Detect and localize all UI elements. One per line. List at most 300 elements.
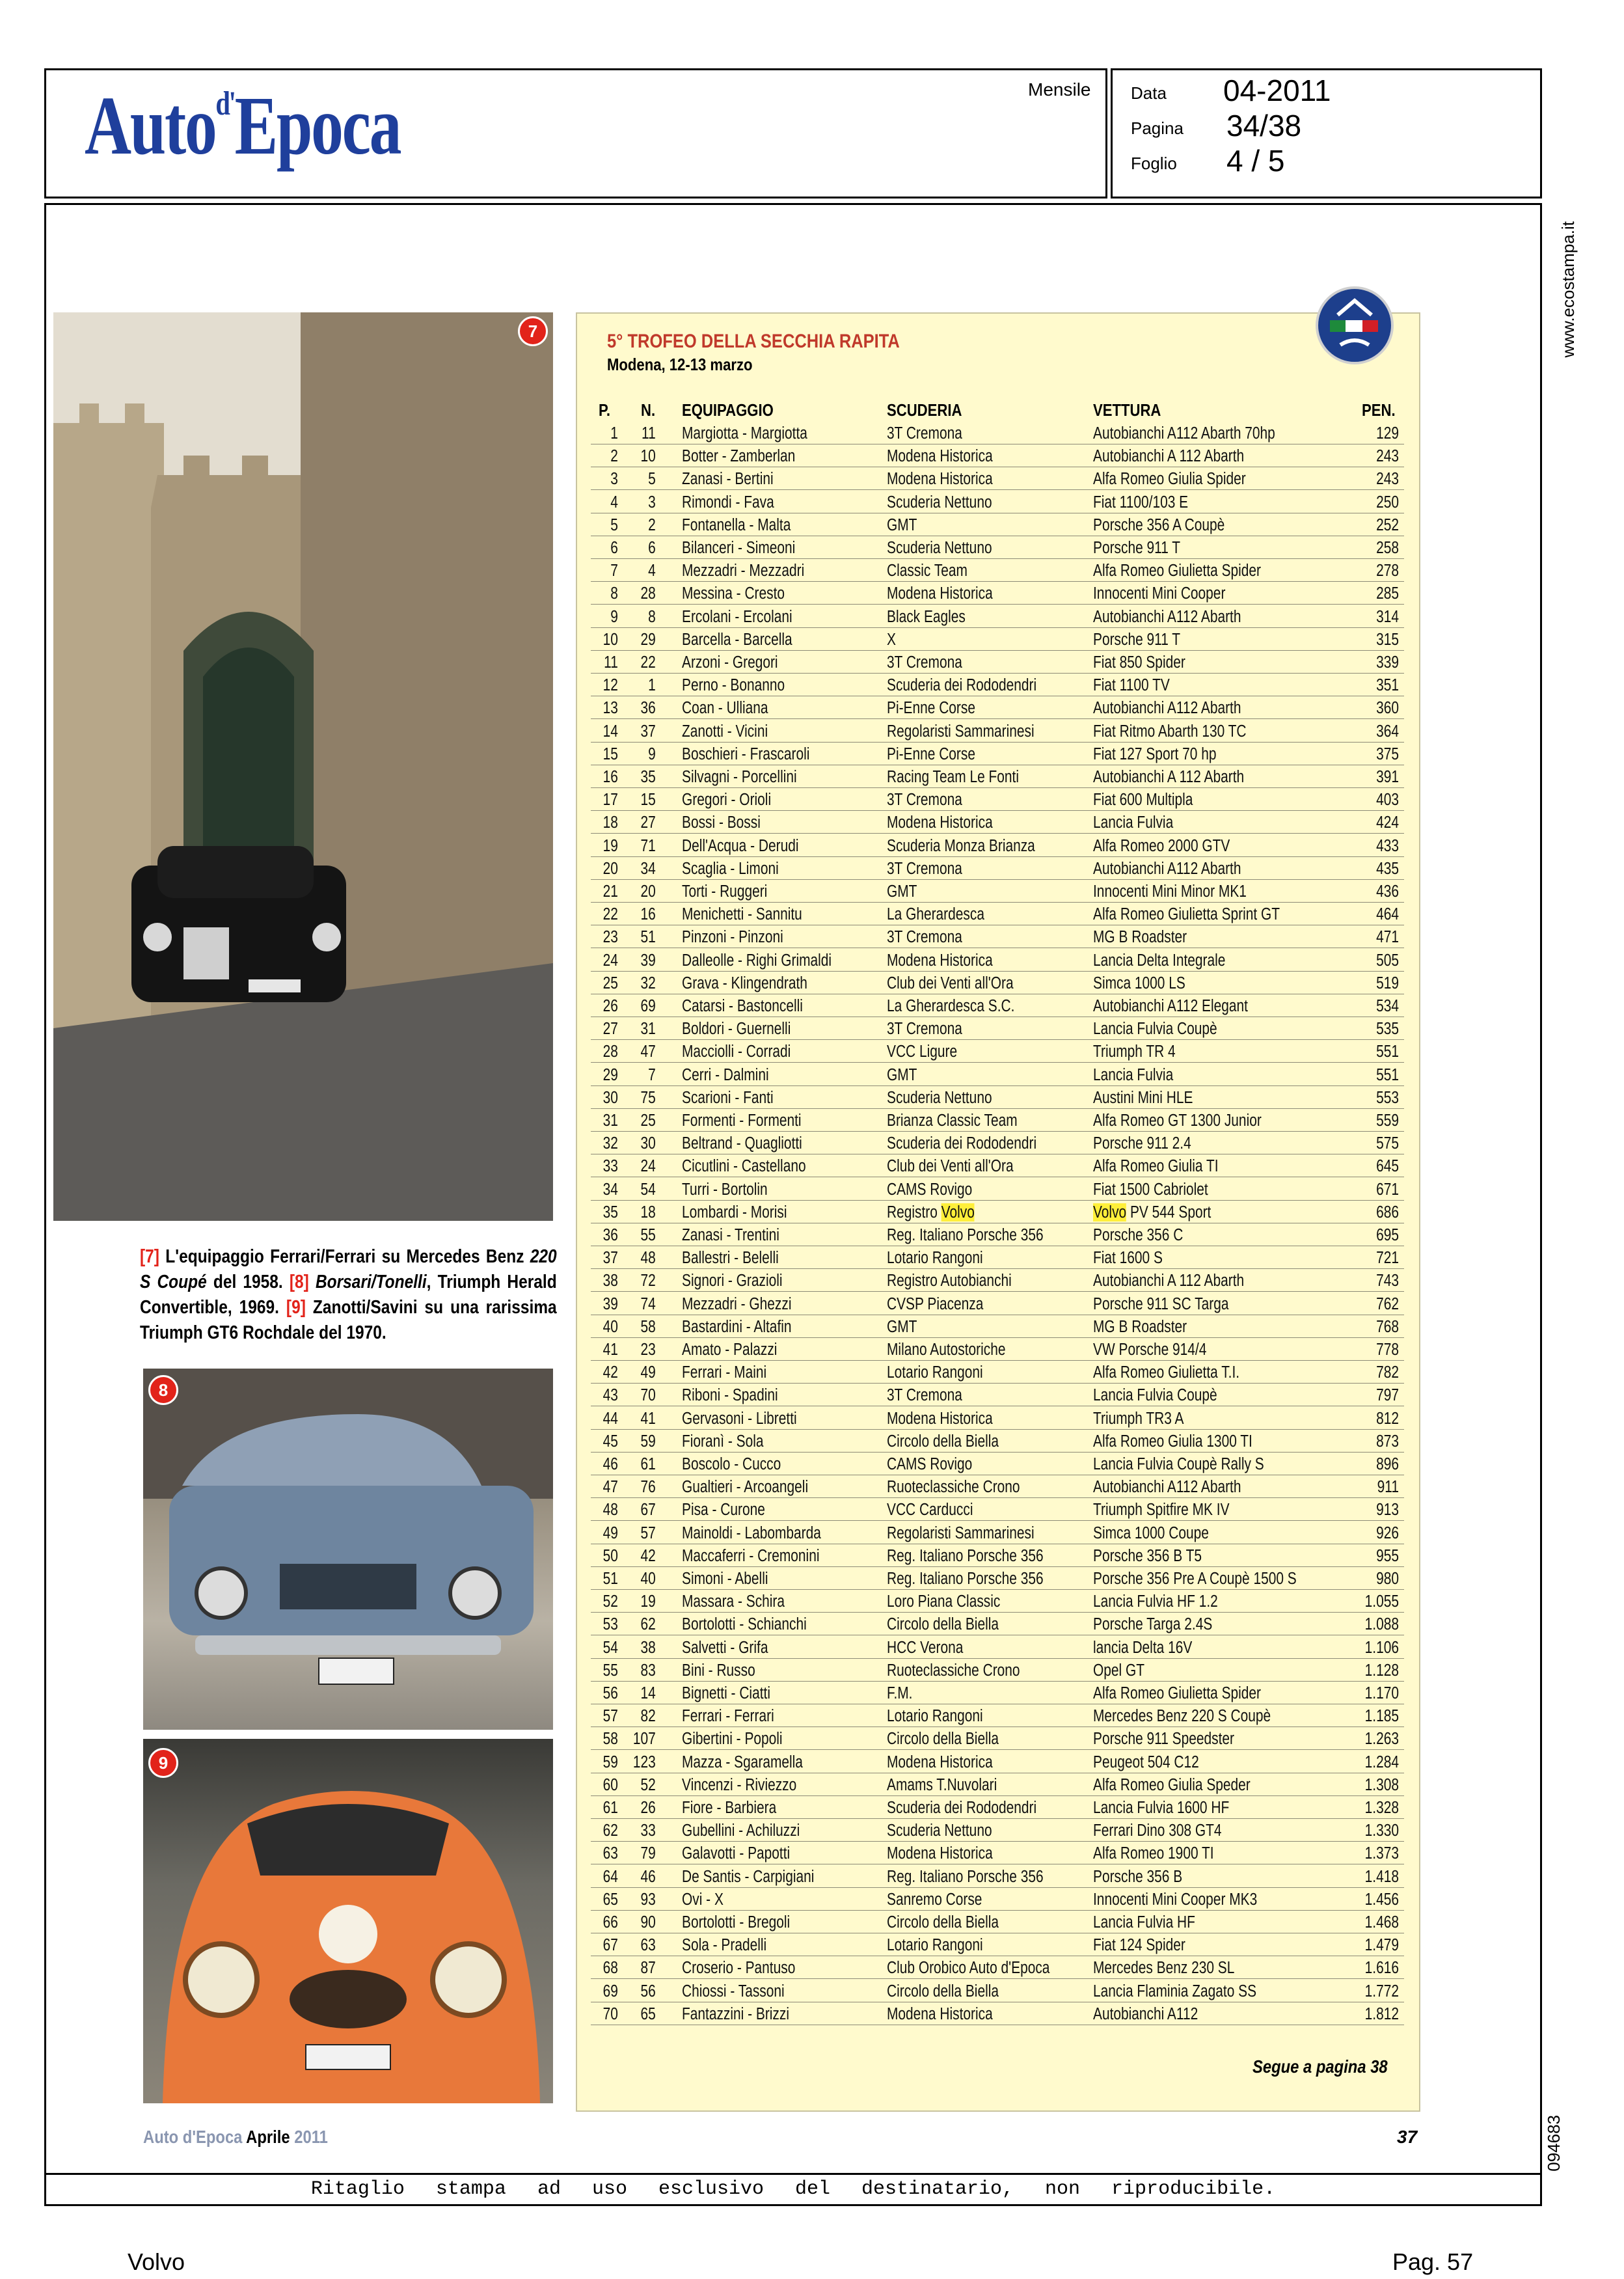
cell-pos: 22	[602, 905, 618, 924]
cell-team: Bastardini - Altafin	[682, 1317, 792, 1336]
table-row	[0, 1590, 1624, 1613]
cell-team: Arzoni - Gregori	[682, 653, 778, 672]
cell-scuderia: Club dei Venti all'Ora	[887, 974, 1014, 992]
table-row	[0, 1888, 1624, 1911]
cell-pen: 403	[1376, 791, 1399, 810]
cell-num: 11	[642, 424, 656, 443]
cell-car: Fiat Ritmo Abarth 130 TC	[1093, 722, 1247, 741]
cell-pen: 743	[1376, 1272, 1399, 1290]
cell-team: Mezzadri - Ghezzi	[682, 1294, 792, 1313]
table-row	[0, 1682, 1624, 1704]
cell-team: Mazza - Sgaramella	[682, 1753, 803, 1771]
cell-num: 57	[640, 1523, 656, 1542]
cell-pen: 559	[1376, 1112, 1399, 1130]
cell-team: Grava - Klingendrath	[682, 974, 807, 992]
table-row	[0, 1040, 1624, 1063]
cell-pos: 32	[602, 1134, 618, 1153]
cell-num: 55	[640, 1226, 656, 1244]
cell-team: Vincenzi - Riviezzo	[682, 1775, 797, 1794]
cell-num: 41	[640, 1409, 656, 1428]
cell-scuderia: Scuderia dei Rododendri	[887, 676, 1037, 695]
cell-car: Fiat 124 Spider	[1093, 1936, 1185, 1955]
cell-pos: 13	[602, 699, 618, 718]
cell-pos: 6	[610, 539, 618, 557]
cell-pen: 551	[1376, 1065, 1399, 1084]
cell-scuderia: Brianza Classic Team	[887, 1112, 1018, 1130]
cell-pos: 27	[602, 1020, 618, 1039]
cell-pos: 1	[610, 424, 618, 443]
cell-car: Simca 1000 Coupe	[1093, 1523, 1209, 1542]
cell-scuderia: 3T Cremona	[887, 1386, 962, 1405]
cell-pos: 20	[602, 859, 618, 878]
cell-pen: 575	[1376, 1134, 1399, 1153]
cell-car: Alfa Romeo 2000 GTV	[1093, 836, 1230, 855]
cell-car: Lancia Fulvia HF	[1093, 1913, 1195, 1931]
photo-badge-9: 9	[148, 1748, 178, 1778]
cell-scuderia: La Gherardesca S.C.	[887, 997, 1015, 1015]
cell-pos: 39	[602, 1294, 618, 1313]
cell-num: 87	[640, 1959, 656, 1978]
cell-pen: 645	[1376, 1157, 1399, 1176]
cell-car: Lancia Delta Integrale	[1093, 951, 1226, 970]
cell-car: Autobianchi A112	[1093, 2004, 1198, 2023]
foglio-label: Foglio	[1131, 154, 1177, 173]
cell-team: Gubellini - Achiluzzi	[682, 1822, 800, 1840]
cell-pen: 1.468	[1364, 1913, 1399, 1931]
cell-pen: 913	[1376, 1501, 1399, 1520]
table-row	[0, 1751, 1624, 1773]
cell-team: Simoni - Abelli	[682, 1570, 768, 1588]
cell-pos: 33	[602, 1157, 618, 1176]
table-row	[0, 857, 1624, 880]
cell-team: Amato - Palazzi	[682, 1341, 778, 1359]
cell-pos: 36	[602, 1226, 618, 1244]
cell-pen: 1.418	[1364, 1867, 1399, 1886]
cell-pos: 68	[602, 1959, 618, 1978]
table-row	[0, 972, 1624, 994]
pagina-value: 34/38	[1226, 109, 1302, 143]
cell-team: Gregori - Orioli	[682, 791, 772, 810]
cell-pen: 553	[1376, 1088, 1399, 1107]
cell-scuderia: Regolaristi Sammarinesi	[887, 722, 1035, 741]
cell-pos: 51	[602, 1570, 618, 1588]
cell-scuderia: Lotario Rangoni	[887, 1363, 983, 1382]
archive-code: 094683	[1544, 2115, 1563, 2172]
cell-scuderia: Modena Historica	[887, 1753, 993, 1771]
cell-num: 20	[640, 882, 656, 901]
cell-num: 76	[640, 1478, 656, 1497]
table-row	[0, 1796, 1624, 1819]
cell-scuderia: Ruoteclassiche Crono	[887, 1478, 1020, 1497]
cell-pos: 28	[602, 1043, 618, 1061]
cell-pos: 42	[602, 1363, 618, 1382]
cell-pen: 797	[1376, 1386, 1399, 1405]
table-row	[0, 1773, 1624, 1796]
continued-note: Segue a pagina 38	[1252, 2056, 1388, 2077]
cell-scuderia: GMT	[887, 1065, 917, 1084]
cell-team: Zanotti - Vicini	[682, 722, 768, 741]
cell-team: Bilanceri - Simeoni	[682, 539, 796, 557]
cell-team: Ferrari - Ferrari	[682, 1707, 774, 1726]
cell-car: Innocenti Mini Minor MK1	[1093, 882, 1247, 901]
cell-car: Alfa Romeo Giulia Spider	[1093, 470, 1246, 489]
cell-pen: 471	[1376, 928, 1399, 947]
cell-car: Porsche 911 2.4	[1093, 1134, 1191, 1153]
cell-pen: 435	[1376, 859, 1399, 878]
cell-scuderia: Black Eagles	[887, 607, 966, 626]
cell-scuderia: Modena Historica	[887, 1409, 993, 1428]
cell-pen: 464	[1376, 905, 1399, 924]
cell-pos: 67	[602, 1936, 618, 1955]
cell-num: 82	[640, 1707, 656, 1726]
cell-num: 22	[640, 653, 656, 672]
cell-pen: 1.170	[1364, 1684, 1399, 1702]
cell-scuderia: Modena Historica	[887, 447, 993, 466]
table-row	[0, 1911, 1624, 1933]
cell-pen: 129	[1376, 424, 1399, 443]
cell-scuderia: Modena Historica	[887, 951, 993, 970]
cell-scuderia: Classic Team	[887, 562, 968, 580]
cell-pen: 339	[1376, 653, 1399, 672]
cell-scuderia: Reg. Italiano Porsche 356	[887, 1546, 1044, 1565]
cell-num: 39	[640, 951, 656, 970]
col-header-team: EQUIPAGGIO	[682, 400, 774, 420]
cell-team: Fontanella - Malta	[682, 515, 791, 534]
cell-num: 24	[640, 1157, 656, 1176]
cell-car: Simca 1000 LS	[1093, 974, 1185, 992]
cell-pen: 424	[1376, 813, 1399, 832]
cell-pos: 11	[604, 653, 618, 672]
table-row	[0, 1727, 1624, 1750]
cell-scuderia: 3T Cremona	[887, 859, 962, 878]
cell-pos: 17	[602, 791, 618, 810]
table-row	[0, 1544, 1624, 1567]
cell-car: Porsche 356 C	[1093, 1226, 1184, 1244]
table-row	[0, 1269, 1624, 1292]
cell-pen: 1.284	[1364, 1753, 1399, 1771]
cell-num: 93	[640, 1890, 656, 1909]
table-row	[0, 467, 1624, 490]
cell-team: Boldori - Guernelli	[682, 1020, 791, 1039]
cell-num: 6	[648, 539, 656, 557]
cell-pos: 48	[602, 1501, 618, 1520]
cell-pos: 10	[602, 630, 618, 649]
cell-team: Mainoldi - Labombarda	[682, 1523, 821, 1542]
cell-car: Porsche 911 T	[1093, 539, 1181, 557]
cell-scuderia: Lotario Rangoni	[887, 1249, 983, 1268]
cell-car: Alfa Romeo Giulia TI	[1093, 1157, 1219, 1176]
cell-scuderia: Circolo della Biella	[887, 1615, 999, 1634]
cell-pos: 26	[602, 997, 618, 1015]
watermark-url: www.ecostampa.it	[1558, 221, 1578, 358]
cell-num: 58	[640, 1317, 656, 1336]
cell-pos: 53	[602, 1615, 618, 1634]
cell-scuderia: Pi-Enne Corse	[887, 744, 975, 763]
cell-car: Lancia Fulvia Coupè	[1093, 1386, 1217, 1405]
cell-num: 30	[640, 1134, 656, 1153]
cell-team: Signori - Grazioli	[682, 1272, 783, 1290]
cell-pos: 18	[602, 813, 618, 832]
col-header-num: N.	[641, 400, 656, 420]
cell-num: 14	[640, 1684, 656, 1702]
cell-num: 33	[640, 1822, 656, 1840]
cell-num: 51	[640, 928, 656, 947]
cell-pos: 37	[602, 1249, 618, 1268]
table-row	[0, 1223, 1624, 1246]
cell-pen: 1.456	[1364, 1890, 1399, 1909]
cell-pen: 360	[1376, 699, 1399, 718]
cell-car: MG B Roadster	[1093, 1317, 1187, 1336]
cell-car: Fiat 127 Sport 70 hp	[1093, 744, 1217, 763]
cell-pen: 778	[1376, 1341, 1399, 1359]
cell-pos: 31	[602, 1112, 618, 1130]
cell-num: 65	[640, 2004, 656, 2023]
cell-team: Perno - Bonanno	[682, 676, 785, 695]
cell-pos: 21	[602, 882, 618, 901]
cell-team: Botter - Zamberlan	[682, 447, 796, 466]
cell-num: 10	[640, 447, 656, 466]
cell-pos: 52	[602, 1592, 618, 1611]
cell-num: 107	[632, 1730, 656, 1749]
table-row	[0, 1980, 1624, 2002]
cell-pos: 24	[602, 951, 618, 970]
cell-num: 123	[632, 1753, 656, 1771]
cell-car: Triumph TR3 A	[1093, 1409, 1184, 1428]
cell-pen: 721	[1376, 1249, 1399, 1268]
table-row	[0, 1315, 1624, 1338]
cell-scuderia: CVSP Piacenza	[887, 1294, 984, 1313]
table-row	[0, 536, 1624, 559]
cell-scuderia: Modena Historica	[887, 2004, 993, 2023]
cell-num: 2	[648, 515, 656, 534]
data-label: Data	[1131, 83, 1167, 103]
cell-scuderia: Amams T.Nuvolari	[887, 1775, 997, 1794]
cell-car: Porsche 911 T	[1093, 630, 1181, 649]
cell-pos: 65	[602, 1890, 618, 1909]
cell-pen: 812	[1376, 1409, 1399, 1428]
table-row	[0, 1636, 1624, 1659]
table-row	[0, 1659, 1624, 1682]
table-row	[0, 1567, 1624, 1590]
cell-car: Fiat 1100 TV	[1093, 676, 1170, 695]
cell-team: Gibertini - Popoli	[682, 1730, 783, 1749]
cell-pos: 63	[602, 1844, 618, 1863]
table-row	[0, 1933, 1624, 1956]
table-row	[0, 696, 1624, 719]
cell-pos: 19	[602, 836, 618, 855]
cell-pen: 243	[1376, 447, 1399, 466]
cell-team: Zanasi - Bertini	[682, 470, 774, 489]
table-row	[0, 1063, 1624, 1086]
cell-scuderia: Circolo della Biella	[887, 1913, 999, 1931]
cell-car: Alfa Romeo Giulia Speder	[1093, 1775, 1251, 1794]
cell-scuderia: Modena Historica	[887, 1844, 993, 1863]
cell-team: Pinzoni - Pinzoni	[682, 928, 783, 947]
cell-car: Alfa Romeo Giulietta T.I.	[1093, 1363, 1240, 1382]
cell-scuderia: CAMS Rovigo	[887, 1180, 973, 1199]
cell-pos: 56	[602, 1684, 618, 1702]
cell-team: Bortolotti - Bregoli	[682, 1913, 791, 1931]
cell-scuderia: VCC Ligure	[887, 1043, 958, 1061]
cell-team: Menichetti - Sannitu	[682, 905, 802, 924]
cell-num: 1	[648, 676, 656, 695]
cell-num: 26	[640, 1799, 656, 1817]
cell-num: 18	[640, 1203, 656, 1221]
table-row	[0, 765, 1624, 788]
cell-team: Bignetti - Ciatti	[682, 1684, 770, 1702]
cell-num: 46	[640, 1867, 656, 1886]
cell-pos: 55	[602, 1661, 618, 1680]
cell-pos: 14	[602, 722, 618, 741]
aci-csai-logo	[1316, 286, 1394, 364]
cell-pos: 15	[602, 744, 618, 763]
cell-pen: 1.330	[1364, 1822, 1399, 1840]
cell-num: 61	[640, 1455, 656, 1473]
cell-num: 54	[640, 1180, 656, 1199]
cell-team: Cicutlini - Castellano	[682, 1157, 806, 1176]
cell-pos: 30	[602, 1088, 618, 1107]
cell-pen: 980	[1376, 1570, 1399, 1588]
cell-team: Zanasi - Trentini	[682, 1226, 779, 1244]
cell-num: 36	[640, 699, 656, 718]
cell-team: Pisa - Curone	[682, 1501, 765, 1520]
cell-scuderia: 3T Cremona	[887, 1020, 962, 1039]
cell-pos: 41	[602, 1341, 618, 1359]
cell-scuderia: Club Orobico Auto d'Epoca	[887, 1959, 1050, 1978]
cell-car: Porsche 356 Pre A Coupè 1500 S	[1093, 1570, 1297, 1588]
cell-team: Massara - Schira	[682, 1592, 785, 1611]
cell-team: Gualtieri - Arcoangeli	[682, 1478, 809, 1497]
cell-car: Autobianchi A112 Abarth	[1093, 607, 1241, 626]
cell-pen: 1.328	[1364, 1799, 1399, 1817]
cell-pen: 1.055	[1364, 1592, 1399, 1611]
table-row	[0, 1842, 1624, 1864]
cell-scuderia: CAMS Rovigo	[887, 1455, 973, 1473]
cell-pen: 250	[1376, 493, 1399, 512]
cell-car: Alfa Romeo GT 1300 Junior	[1093, 1112, 1262, 1130]
table-row	[0, 1246, 1624, 1269]
table-row	[0, 1017, 1624, 1040]
cell-pen: 896	[1376, 1455, 1399, 1473]
table-row	[0, 743, 1624, 765]
cell-car: Porsche Targa 2.4S	[1093, 1615, 1213, 1634]
cell-pen: 252	[1376, 515, 1399, 534]
cell-car: Ferrari Dino 308 GT4	[1093, 1822, 1222, 1840]
cell-team: Ovi - X	[682, 1890, 724, 1909]
cell-team: Formenti - Formenti	[682, 1112, 802, 1130]
cell-num: 38	[640, 1638, 656, 1657]
cell-team: Fioranì - Sola	[682, 1432, 764, 1451]
cell-team: Coan - Ulliana	[682, 699, 768, 718]
table-row	[0, 605, 1624, 628]
cell-num: 9	[648, 744, 656, 763]
photo-badge-8: 8	[148, 1375, 178, 1405]
table-row	[0, 422, 1624, 444]
cell-scuderia: Reg. Italiano Porsche 356	[887, 1867, 1044, 1886]
cell-num: 72	[640, 1272, 656, 1290]
cell-num: 23	[640, 1341, 656, 1359]
pagina-label: Pagina	[1131, 118, 1184, 138]
table-row	[0, 1475, 1624, 1498]
table-row	[0, 720, 1624, 743]
cell-pen: 1.772	[1364, 1982, 1399, 2000]
cell-num: 74	[640, 1294, 656, 1313]
cell-team: Silvagni - Porcellini	[682, 768, 797, 786]
cell-scuderia: Registro Volvo	[887, 1203, 975, 1221]
table-row	[0, 925, 1624, 948]
data-value: 04-2011	[1223, 74, 1331, 107]
cell-car: Volvo PV 544 Sport	[1093, 1203, 1211, 1221]
cell-team: Fiore - Barbiera	[682, 1799, 777, 1817]
cell-team: Dalleolle - Righi Grimaldi	[682, 951, 832, 970]
cell-num: 15	[640, 791, 656, 810]
cell-pen: 351	[1376, 676, 1399, 695]
cell-pos: 64	[602, 1867, 618, 1886]
cell-team: Lombardi - Morisi	[682, 1203, 787, 1221]
cell-team: Dell'Acqua - Derudi	[682, 836, 799, 855]
table-row	[0, 582, 1624, 605]
cell-scuderia: Circolo della Biella	[887, 1730, 999, 1749]
table-row	[0, 559, 1624, 582]
table-row	[0, 1407, 1624, 1430]
cell-pen: 1.479	[1364, 1936, 1399, 1955]
cell-scuderia: Modena Historica	[887, 470, 993, 489]
table-row	[0, 1613, 1624, 1635]
cell-scuderia: Modena Historica	[887, 584, 993, 603]
cell-scuderia: Scuderia Nettuno	[887, 493, 992, 512]
table-row	[0, 651, 1624, 674]
cell-pen: 1.088	[1364, 1615, 1399, 1634]
cell-car: Fiat 1600 S	[1093, 1249, 1163, 1268]
col-header-pos: P.	[599, 400, 611, 420]
cell-scuderia: La Gherardesca	[887, 905, 984, 924]
table-row	[0, 949, 1624, 972]
cell-pen: 762	[1376, 1294, 1399, 1313]
cell-scuderia: Lotario Rangoni	[887, 1936, 983, 1955]
disclaimer: Ritaglio stampa ad uso esclusivo del destinatario, non riproducibile.	[44, 2175, 1542, 2206]
cell-team: Scarioni - Fanti	[682, 1088, 774, 1107]
cell-scuderia: Scuderia dei Rododendri	[887, 1799, 1037, 1817]
cell-num: 7	[648, 1065, 656, 1084]
cell-car: Peugeot 504 C12	[1093, 1753, 1199, 1771]
magazine-page-number: 37	[1397, 2127, 1418, 2147]
cell-num: 75	[640, 1088, 656, 1107]
cell-car: Mercedes Benz 220 S Coupè	[1093, 1707, 1271, 1726]
cell-car: Alfa Romeo Giulietta Spider	[1093, 1684, 1262, 1702]
cell-team: De Santis - Carpigiani	[682, 1867, 815, 1886]
cell-num: 28	[640, 584, 656, 603]
cell-pos: 40	[602, 1317, 618, 1336]
cell-pen: 1.263	[1364, 1730, 1399, 1749]
col-header-car: VETTURA	[1093, 400, 1161, 420]
cell-pos: 38	[602, 1272, 618, 1290]
cell-team: Rimondi - Fava	[682, 493, 774, 512]
cell-num: 79	[640, 1844, 656, 1863]
cell-scuderia: Circolo della Biella	[887, 1982, 999, 2000]
cell-team: Macciolli - Corradi	[682, 1043, 791, 1061]
photo-caption: [7] L'equipaggio Ferrari/Ferrari su Mercedes Benz 220 S Coupé del 1958. [8] Borsari/Tonelli, Triumph Herald Convertible, 1969. [9] Zanotti/Savini su una rarissima Triumph GT6 Rochdale del 1970.	[140, 1246, 557, 1343]
table-row	[0, 513, 1624, 536]
table-row	[0, 1292, 1624, 1315]
keyword-highlight: Volvo	[1093, 1203, 1127, 1221]
cell-team: Riboni - Spadini	[682, 1386, 778, 1405]
table-row	[0, 1154, 1624, 1177]
cell-car: Autobianchi A 112 Abarth	[1093, 1272, 1245, 1290]
cell-car: Alfa Romeo Giulietta Sprint GT	[1093, 905, 1280, 924]
cell-num: 70	[640, 1386, 656, 1405]
cell-pen: 505	[1376, 951, 1399, 970]
cell-car: Fiat 1100/103 E	[1093, 493, 1189, 512]
